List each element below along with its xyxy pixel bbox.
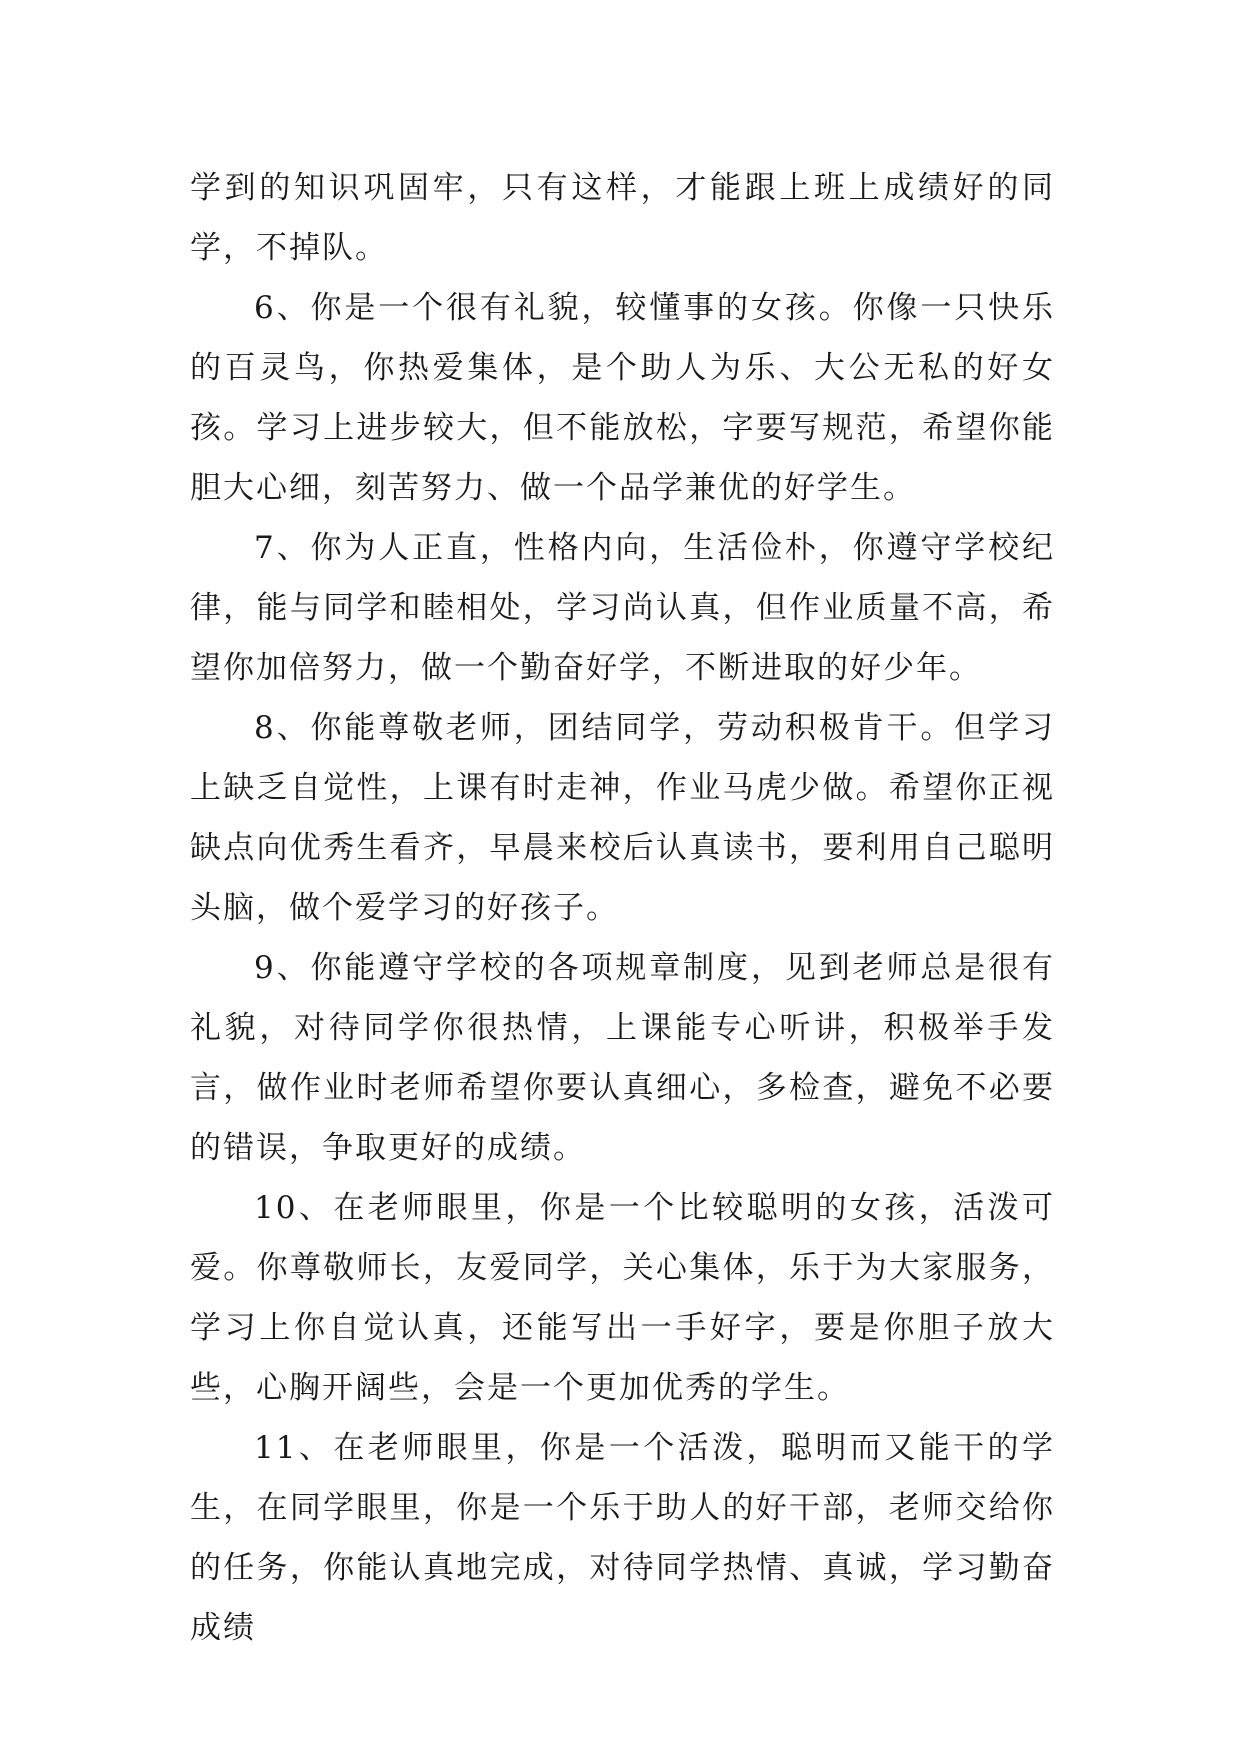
paragraph-comment-10: 10、在老师眼里，你是一个比较聪明的女孩，活泼可爱。你尊敬师长，友爱同学，关心集体，乐于为大家服务，学习上你自觉认真，还能写出一手好字，要是你胆子放大些，心胸开阔些，会是一个更加优秀的学生。 xyxy=(190,1190,1055,1406)
paragraph-continuation: 学到的知识巩固牢，只有这样，才能跟上班上成绩好的同学，不掉队。 xyxy=(190,170,1055,266)
paragraph-comment-9: 9、你能遵守学校的各项规章制度，见到老师总是很有礼貌，对待同学你很热情，上课能专心听讲，积极举手发言，做作业时老师希望你要认真细心，多检查，避免不必要的错误，争取更好的成绩。 xyxy=(190,950,1055,1166)
paragraph-comment-11: 11、在老师眼里，你是一个活泼，聪明而又能干的学生，在同学眼里，你是一个乐于助人的好干部，老师交给你的任务，你能认真地完成，对待同学热情、真诚，学习勤奋成绩 xyxy=(190,1430,1055,1646)
document-body xyxy=(190,158,1055,1658)
paragraph-comment-7: 7、你为人正直，性格内向，生活俭朴，你遵守学校纪律，能与同学和睦相处，学习尚认真，但作业质量不高，希望你加倍努力，做一个勤奋好学，不断进取的好少年。 xyxy=(190,530,1055,686)
paragraph-comment-6: 6、你是一个很有礼貌，较懂事的女孩。你像一只快乐的百灵鸟，你热爱集体，是个助人为乐、大公无私的好女孩。学习上进步较大，但不能放松，字要写规范，希望你能胆大心细，刻苦努力、做一个品学兼优的好学生。 xyxy=(190,290,1055,506)
paragraph-comment-8: 8、你能尊敬老师，团结同学，劳动积极肯干。但学习上缺乏自觉性，上课有时走神，作业马虎少做。希望你正视缺点向优秀生看齐，早晨来校后认真读书，要利用自己聪明头脑，做个爱学习的好孩子。 xyxy=(190,710,1055,926)
